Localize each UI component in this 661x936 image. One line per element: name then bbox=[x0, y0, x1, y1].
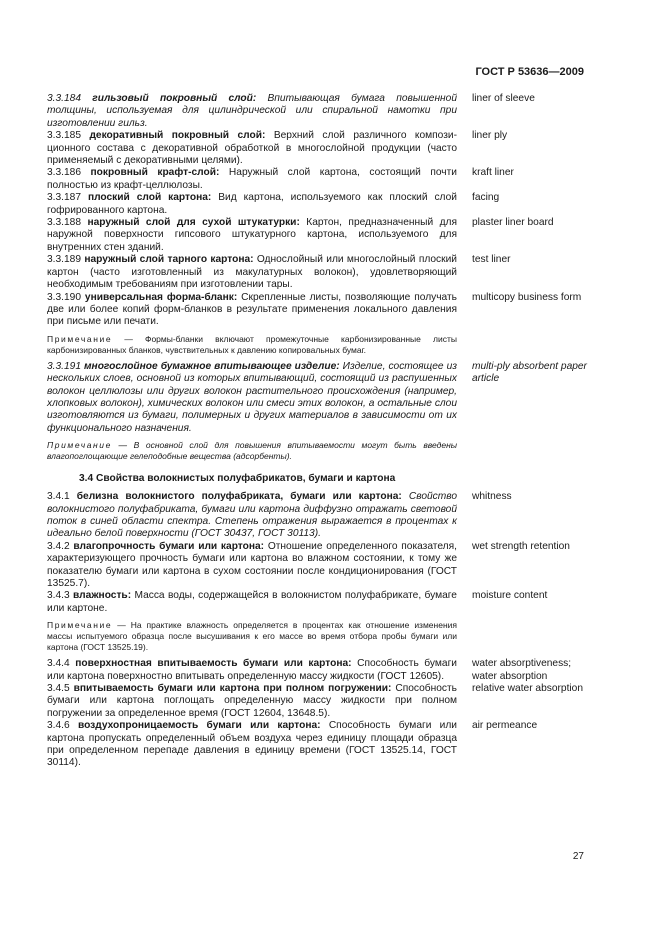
english-equivalent: liner ply bbox=[472, 130, 508, 142]
entry-text: Изделие, состоящее из нескольких слоев, основной из которых впитывающий, состоящий из распушенных волокон целлюлозы или других волокон растительного происхождения (например, хлопковых волокон), химических волокон или смеси этих волокон, а остальные слои изготовляются из бумаги, полимерных и других материалов в зависимости от их функционального назначения. bbox=[47, 360, 457, 434]
note-label: Примечание bbox=[47, 440, 112, 451]
entry-definition bbox=[47, 491, 457, 541]
page-number: 27 bbox=[572, 851, 584, 862]
entries-group-a bbox=[47, 93, 587, 329]
entry-definition bbox=[47, 254, 457, 291]
entry-text: Масса воды, содержащейся в волокнистом полуфабрикате, бумаге или картоне. bbox=[47, 590, 457, 614]
term-entry bbox=[47, 683, 587, 720]
entry-number: 3.3.189 bbox=[47, 254, 81, 266]
entry-term: гильзовый покровный слой: bbox=[92, 93, 257, 104]
term-entry bbox=[47, 491, 587, 541]
term-entry bbox=[47, 292, 587, 329]
entry-number: 3.3.190 bbox=[47, 291, 81, 303]
note bbox=[47, 620, 457, 653]
english-equivalent: water absorptiveness; water absorption bbox=[472, 658, 572, 682]
entry-text: Наружный слой картона, состоящий почти полностью из крафт-целлюлозы. bbox=[47, 167, 457, 191]
entry-text: Верхний слой различного композиционного состава с декоративной обработкой в многослойной продукции (часто применяемый с декоративными целями). bbox=[47, 130, 457, 167]
entry-term: влажность: bbox=[73, 590, 132, 602]
english-equivalent: whitness bbox=[472, 491, 512, 503]
entry-term: белизна волокнистого полуфабриката, бумаги или картона: bbox=[76, 491, 402, 503]
entry-definition bbox=[47, 541, 457, 591]
entry-number: 3.4.4 bbox=[47, 658, 70, 670]
english-equivalent: wet strength retention bbox=[472, 540, 570, 552]
term-entry bbox=[47, 658, 587, 683]
entry-text: Впитывающая бумага повышенной толщины, используемая для цилиндрической или спиральной намотки при изготовлении гильз. bbox=[47, 93, 457, 129]
note bbox=[47, 440, 457, 462]
entry-definition bbox=[47, 361, 457, 435]
entry-definition bbox=[47, 192, 457, 217]
entry-term: воздухопроницаемость бумаги или картона: bbox=[77, 720, 321, 732]
term-entry bbox=[47, 130, 587, 167]
english-equivalent: plaster liner board bbox=[472, 217, 554, 229]
note-text: — В основной слой для повышения впитываемости могут быть введены влагопоглощающие гелеподобные вещества (адсорбенты). bbox=[47, 440, 457, 462]
section-heading: 3.4 Свойства волокнистых полуфабрикатов, бумаги и картона bbox=[79, 473, 396, 485]
english-equivalent: relative water absorption bbox=[472, 683, 583, 695]
entry-number: 3.3.184 bbox=[47, 93, 81, 104]
note-label: Примечание bbox=[47, 333, 113, 344]
entry-number: 3.4.1 bbox=[47, 491, 70, 503]
term-entry bbox=[47, 167, 587, 192]
document-header: ГОСТ Р 53636—2009 bbox=[475, 66, 584, 78]
entry-term: покровный крафт-слой: bbox=[90, 167, 220, 179]
entry-text: Способность бумаги или картона поглощать определенную массу жидкости при полном погружении за определенное время (ГОСТ 12604, 13648.5). bbox=[47, 683, 457, 719]
entry-definition bbox=[47, 720, 457, 770]
english-equivalent: facing bbox=[472, 192, 500, 204]
entry-number: 3.4.2 bbox=[47, 540, 70, 552]
entry-definition bbox=[47, 683, 457, 720]
english-equivalent: kraft liner bbox=[472, 167, 514, 179]
entry-definition bbox=[47, 130, 457, 167]
entry-definition bbox=[47, 292, 457, 329]
entry-term: наружный слой тарного картона: bbox=[84, 254, 254, 266]
entry-text: Способность бумаги или картона пропускать определенный объем воздуха через единицу площади образца при определенном перепаде давления в единицу времени (ГОСТ 13525.14, ГОСТ 30114). bbox=[47, 720, 457, 769]
entry-term: впитываемость бумаги или картона при полном погружении: bbox=[73, 683, 392, 695]
entry-term: поверхностная впитываемость бумаги или картона: bbox=[75, 658, 352, 670]
entry-number: 3.3.187 bbox=[47, 192, 81, 204]
entry-term: декоративный покровный слой: bbox=[89, 130, 266, 142]
entry-definition bbox=[47, 217, 457, 254]
note bbox=[47, 334, 457, 356]
entry-number: 3.3.185 bbox=[47, 130, 81, 142]
term-entry bbox=[47, 254, 587, 291]
entry-number: 3.3.188 bbox=[47, 217, 81, 229]
english-equivalent: multi-ply absorbent paper article bbox=[472, 360, 587, 385]
entry-number: 3.3.191 bbox=[47, 360, 81, 372]
term-entry bbox=[47, 720, 587, 770]
entry-text: Свойство волокнистого полуфабриката, бумаги или картона диффузно отражать световой поток в синей области спектра. Степень отражения выражается в процентах к идеально белой поверхности (ГОСТ 30437, ГОСТ 30113). bbox=[47, 491, 457, 540]
entry-text: Скрепленные листы, позволяющие получать две или более копий форм-бланков в результате применения локального давления при письме или печати. bbox=[47, 291, 457, 328]
entry-term: универсальная форма-бланк: bbox=[84, 291, 238, 303]
note-label: Примечание bbox=[47, 620, 113, 631]
note-text: — Формы-бланки включают промежуточные карбонизированные листы карбонизированных бланков, чувствительных к давлению копировальных бумаг. bbox=[47, 333, 457, 355]
entry-term: плоский слой картона: bbox=[87, 192, 212, 204]
english-equivalent: air permeance bbox=[472, 720, 538, 732]
entry-definition bbox=[47, 658, 457, 683]
entry-definition bbox=[47, 93, 457, 130]
entry-definition bbox=[47, 590, 457, 615]
entry-text: Картон, предназначенный для наружной поверхности гипсового штукатурного картона, используемого для внутренних стен зданий. bbox=[47, 217, 457, 253]
term-entry bbox=[47, 541, 587, 591]
english-equivalent: liner of sleeve bbox=[472, 93, 535, 104]
term-entry bbox=[47, 192, 587, 217]
entry-text: Способность бумаги или картона поверхностно впитывать определенную массу жидкости (ГОСТ 12605). bbox=[47, 658, 457, 682]
entry-definition bbox=[47, 167, 457, 192]
entry-term: наружный слой для сухой штукатурки: bbox=[87, 217, 300, 229]
entry-term: влагопрочность бумаги или картона: bbox=[73, 540, 265, 552]
english-equivalent: test liner bbox=[472, 254, 511, 266]
entry-text: Однослойный или многослойный плоский картон (часто изготовленный из макулатурных волокон), удовлетворяющий необходимым требованиям при изготовлении тары. bbox=[47, 254, 457, 291]
term-entry bbox=[47, 590, 587, 615]
english-equivalent: multicopy business form bbox=[472, 291, 582, 303]
term-entry bbox=[47, 217, 587, 254]
note-text: — На практике влажность определяется в процентах как отношение изменения массы испытуемого образца после высушивания к его массе во время отбора пробы бумаги или картона (ГОСТ 13525.19). bbox=[47, 620, 457, 653]
term-entry bbox=[47, 93, 587, 130]
entry-number: 3.4.3 bbox=[47, 590, 70, 602]
entry-text: Отношение определенного показателя, характеризующего прочность бумаги или картона во влажном состоянии, к тому же показателю бумаги или картона в сухом состоянии после кондиционирования (ГОСТ 13525.7). bbox=[47, 540, 457, 589]
entry-term: многослойное бумажное впитывающее изделие: bbox=[84, 360, 340, 372]
entry-number: 3.3.186 bbox=[47, 167, 81, 179]
entry-number: 3.4.6 bbox=[47, 720, 70, 732]
document-body bbox=[47, 93, 587, 770]
term-entry bbox=[47, 361, 587, 435]
english-equivalent: moisture content bbox=[472, 590, 548, 602]
entry-text: Вид картона, используемого как плоский слой гофрированного картона. bbox=[47, 192, 457, 216]
entry-number: 3.4.5 bbox=[47, 683, 70, 695]
